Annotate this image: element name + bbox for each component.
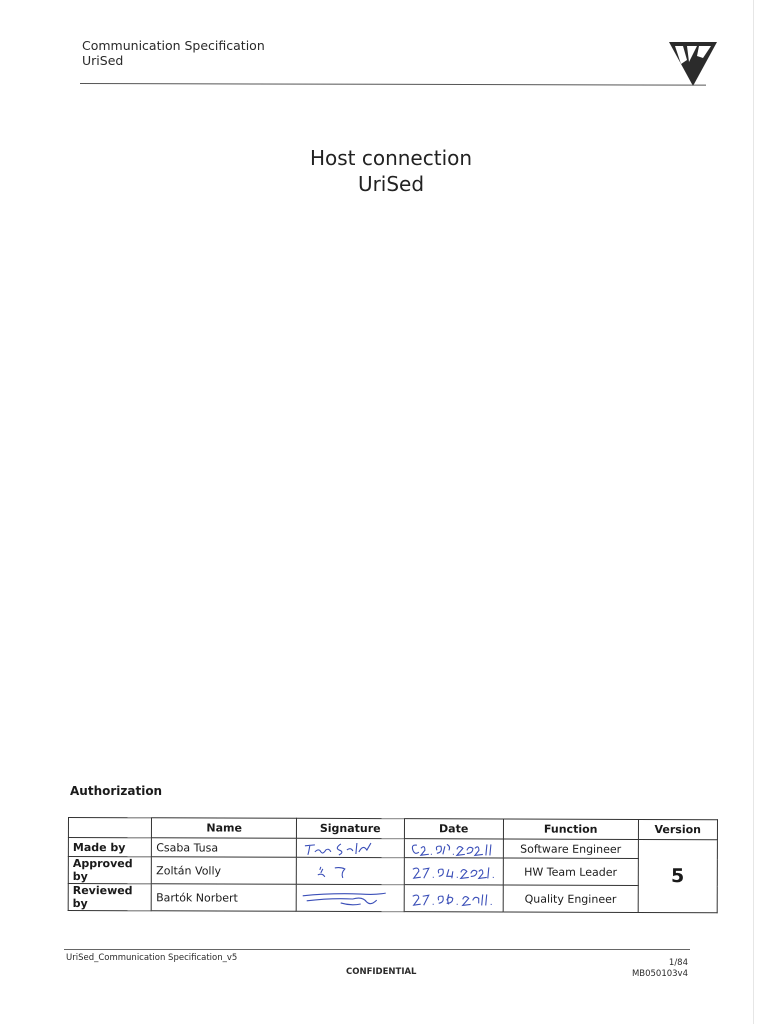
name-cell: Bartók Norbert xyxy=(152,884,297,912)
column-header-name: Name xyxy=(152,818,297,839)
header-divider xyxy=(80,83,706,86)
document-title xyxy=(240,145,542,197)
footer-confidential: CONFIDENTIAL xyxy=(346,967,417,977)
page-edge-shadow xyxy=(753,0,754,1024)
role-cell: Made by xyxy=(68,838,151,857)
role-cell: Reviewed by xyxy=(68,884,151,911)
handwritten-date xyxy=(408,840,498,857)
signature-cell xyxy=(296,857,404,884)
authorization-heading: Authorization xyxy=(70,784,163,798)
signature-cell xyxy=(296,838,404,857)
date-cell xyxy=(404,858,504,885)
version-cell: 5 xyxy=(638,839,718,912)
header-line-2: UriSed xyxy=(82,53,124,68)
handwritten-signature xyxy=(301,862,391,879)
handwritten-date xyxy=(408,863,498,880)
role-cell: Approved by xyxy=(68,857,151,884)
triangle-logo-icon xyxy=(667,38,719,88)
document-code: MB050103v4 xyxy=(631,969,688,979)
title-line-1: Host connection xyxy=(309,146,473,170)
footer-divider xyxy=(64,949,690,950)
page-number: 1/84 xyxy=(668,958,688,968)
handwritten-signature xyxy=(301,839,391,856)
title-line-2: UriSed xyxy=(357,172,425,196)
date-cell xyxy=(404,839,504,858)
column-header-function: Function xyxy=(503,819,638,839)
table-row xyxy=(68,857,717,886)
function-cell: HW Team Leader xyxy=(503,858,638,885)
column-header-signature: Signature xyxy=(296,818,404,838)
column-header-date: Date xyxy=(404,819,504,839)
column-header-version: Version xyxy=(638,819,717,839)
signature-cell xyxy=(296,884,404,911)
footer-page-info xyxy=(632,958,688,980)
date-cell xyxy=(404,885,504,912)
header-line-1: Communication Specification xyxy=(82,38,265,53)
table-header-row xyxy=(68,818,717,840)
document-header xyxy=(82,38,265,68)
function-cell: Quality Engineer xyxy=(503,885,638,912)
name-cell: Csaba Tusa xyxy=(152,838,297,858)
authorization-table xyxy=(68,817,718,913)
handwritten-date xyxy=(408,890,498,907)
table-row xyxy=(68,884,717,913)
name-cell: Zoltán Volly xyxy=(152,857,297,885)
function-cell: Software Engineer xyxy=(503,839,638,858)
footer-doc-name: UriSed_Communication Specification_v5 xyxy=(66,953,238,963)
table-row xyxy=(68,838,717,859)
column-header-role xyxy=(68,818,151,838)
handwritten-signature xyxy=(301,889,391,906)
